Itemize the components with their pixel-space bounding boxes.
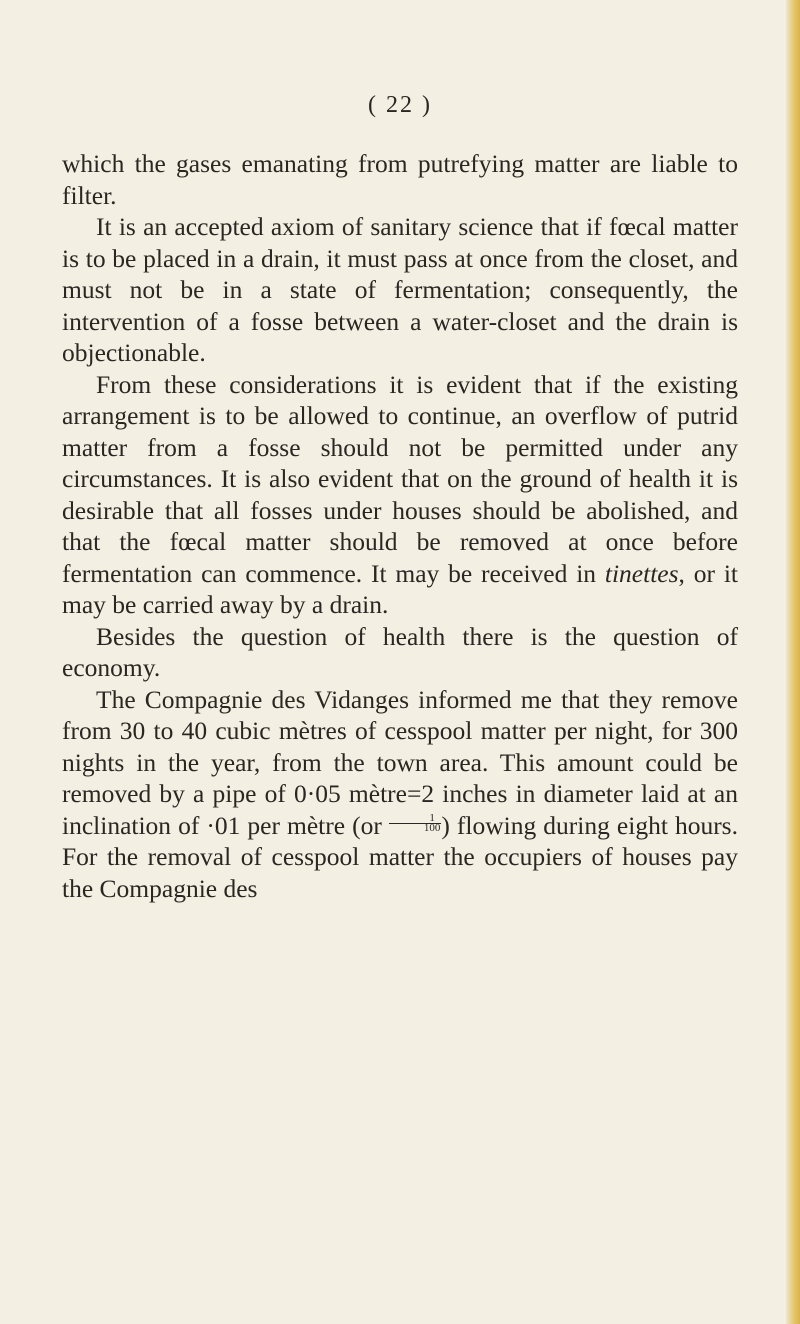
paragraph-5: [62, 684, 738, 905]
paragraph-1: which the gases emanating from putrefying matter are liable to filter.: [62, 149, 738, 210]
paragraph-4: Besides the question of health there is the question of economy.: [62, 621, 738, 682]
paragraph-5-text-a: The Compagnie des Vidanges informed me that they remove from 30 to 40 cubic mètres of cesspool matter per night, for 300 nights in the year, from the town area. This amount could be removed by a pipe of 0·05 mètre=2 inches in diameter laid at an inclination of ·01 per mètre (or: [62, 684, 738, 840]
page-edge: [786, 0, 800, 1324]
paragraph-3-text-b: , or it may be carried away by a drain.: [62, 558, 738, 619]
paragraph-3: [62, 369, 738, 621]
fraction-numerator: 1: [389, 814, 442, 824]
body-text: [62, 148, 738, 904]
paragraph-2: It is an accepted axiom of sanitary science that if fœcal matter is to be placed in a drain, it must pass at once from the closet, and must not be in a state of fermentation; consequently, the intervention of a fosse between a water-closet and the drain is objectionable.: [62, 212, 738, 367]
fraction: [389, 811, 442, 834]
paragraph-5-text-b: ) flowing during eight hours. For the removal of cesspool matter the occupiers of houses pay the Compagnie des: [62, 810, 738, 903]
page-number: ( 22 ): [368, 92, 432, 118]
italic-term: tinettes: [604, 558, 679, 588]
fraction-denominator: 100: [423, 821, 441, 834]
paragraph-3-text-a: From these considerations it is evident that if the existing arrangement is to be allowed to continue, an overflow of putrid matter from a fosse should not be permitted under any circumstances. It is also evident that on the ground of health it is desirable that all fosses under houses should be abolished, and that the fœcal matter should be removed at once before fermentation can commence. It may be received in: [62, 369, 738, 588]
